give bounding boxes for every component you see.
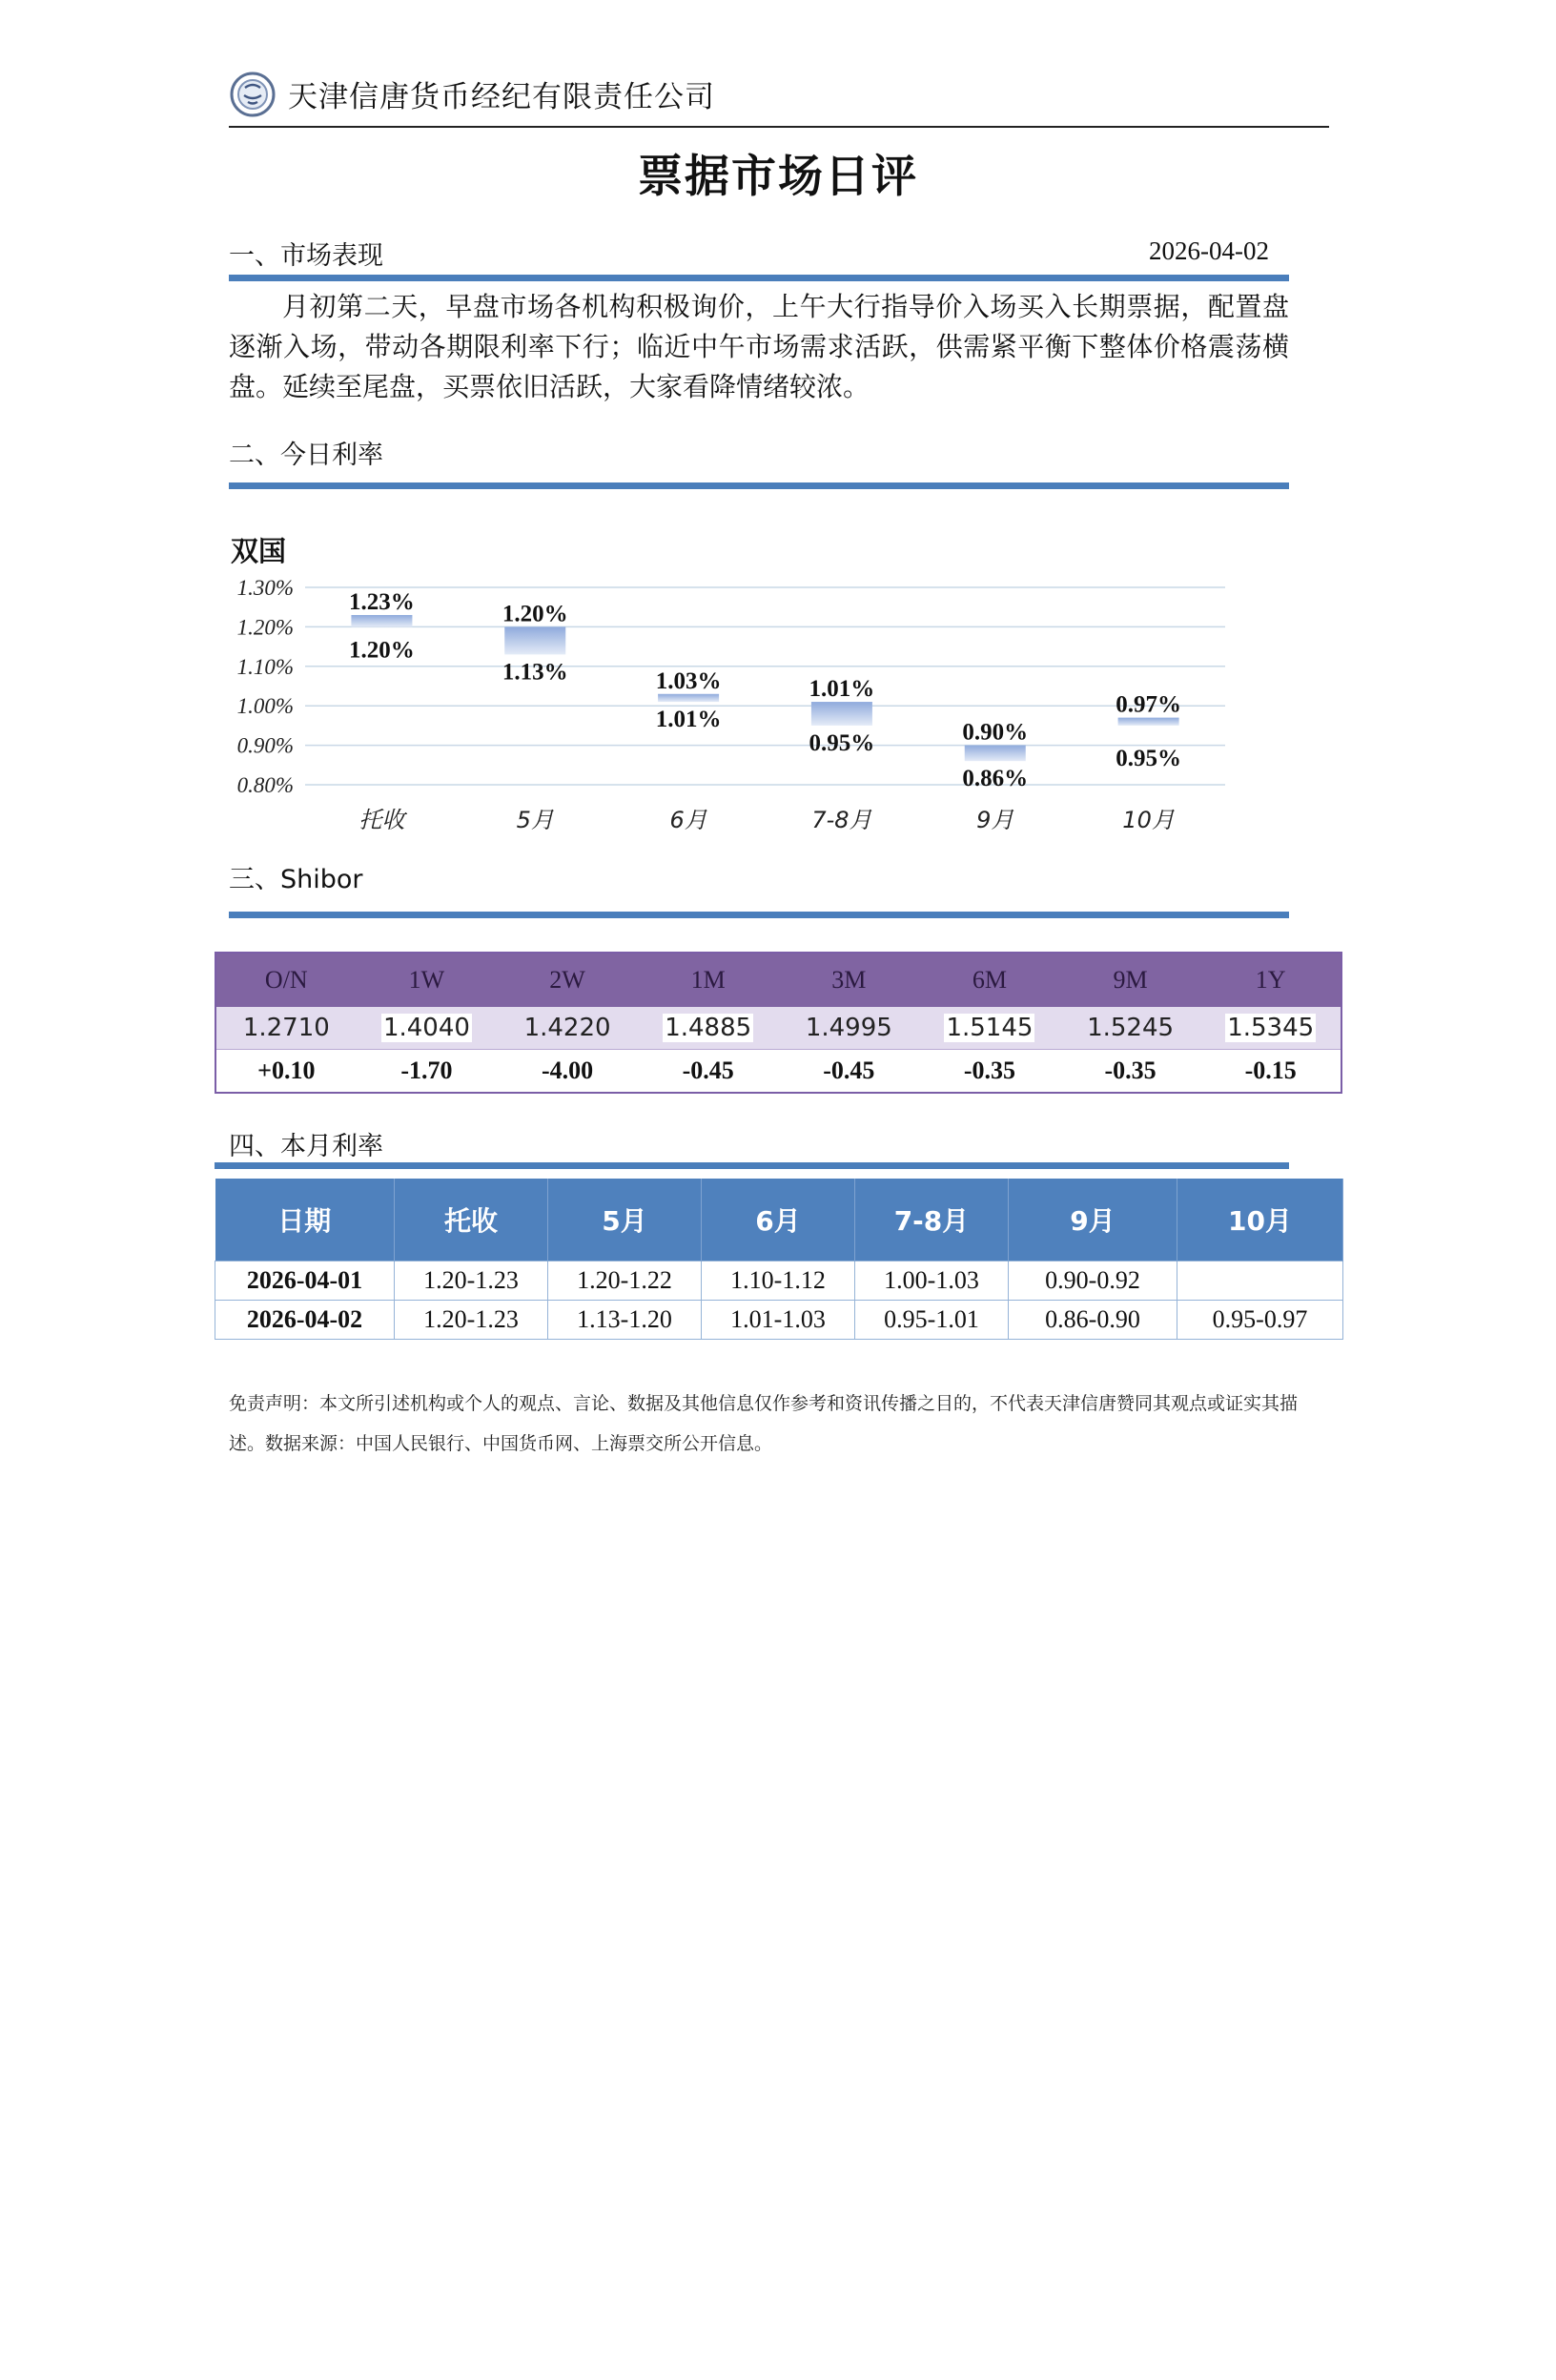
shibor-tenor: 1Y (1200, 953, 1341, 1007)
low-rate-label: 1.20% (349, 637, 415, 664)
report-date: 2026-04-02 (1149, 236, 1269, 265)
shibor-change: +0.10 (215, 1050, 357, 1094)
shibor-tenor: 3M (779, 953, 920, 1007)
shibor-change: -0.35 (1060, 1050, 1201, 1094)
high-rate-label: 0.90% (962, 719, 1029, 746)
section-title-today-rates: 二、今日利率 (229, 441, 383, 470)
y-tick-label: 1.00% (236, 694, 294, 719)
disclaimer: 免责声明：本文所引述机构或个人的观点、言论、数据及其他信息仅作参考和资讯传播之目的，不代表天津信唐赞同其观点或证实其描述。数据来源：中国人民银行、中国货币网、上海票交所公开信息。 (229, 1394, 1299, 1454)
y-tick-label: 0.80% (236, 773, 294, 797)
monthly-header-row (215, 1179, 1343, 1262)
section-divider (229, 275, 1289, 281)
low-rate-label: 0.86% (962, 766, 1029, 792)
y-tick-label: 1.10% (236, 654, 294, 679)
x-tick-label: 10月 (1122, 807, 1175, 833)
rate-cell: 0.95-0.97 (1177, 1301, 1343, 1340)
section-divider (229, 912, 1289, 918)
shibor-tenor: 9M (1060, 953, 1201, 1007)
rate-range-bar (504, 626, 565, 654)
high-rate-label: 0.97% (1116, 691, 1181, 718)
section-title-shibor: 三、Shibor (229, 865, 363, 894)
x-tick-label: 5月 (516, 807, 554, 833)
rate-cell: 1.20-1.23 (395, 1301, 548, 1340)
company-name: 天津信唐货币经纪有限责任公司 (288, 80, 715, 114)
shibor-rate (1060, 1007, 1201, 1050)
shibor-change-row (215, 1050, 1341, 1094)
rate-cell: 1.20-1.23 (395, 1262, 548, 1301)
y-tick-label: 0.90% (236, 733, 294, 758)
low-rate-label: 1.13% (502, 659, 568, 686)
y-tick-label: 1.20% (236, 615, 294, 640)
shibor-rate-value: 1.2710 (242, 1014, 330, 1042)
shibor-change: -4.00 (497, 1050, 638, 1094)
rate-cell: 1.13-1.20 (548, 1301, 702, 1340)
rate-range-bar (1118, 718, 1179, 726)
shibor-change: -0.45 (638, 1050, 779, 1094)
rate-cell: 1.01-1.03 (702, 1301, 855, 1340)
rate-range-bar (811, 702, 872, 726)
shibor-tenor: 1W (357, 953, 498, 1007)
document-title: 票据市场日评 (638, 151, 918, 203)
high-rate-label: 1.03% (655, 667, 722, 694)
rate-range-bar (965, 746, 1026, 762)
section-divider (215, 1162, 1289, 1169)
low-rate-label: 0.95% (809, 729, 875, 756)
rate-cell: 1.20-1.22 (548, 1262, 702, 1301)
rate-cell (1177, 1262, 1343, 1301)
column-header: 7-8月 (855, 1179, 1009, 1262)
table-row (215, 1262, 1343, 1301)
x-tick-label: 6月 (669, 807, 707, 833)
shibor-rate-value: 1.4885 (665, 1014, 752, 1042)
row-date: 2026-04-02 (215, 1301, 395, 1340)
shibor-rate (357, 1007, 498, 1050)
shibor-change: -0.35 (919, 1050, 1060, 1094)
shibor-tenor: 6M (919, 953, 1060, 1007)
column-header: 5月 (548, 1179, 702, 1262)
rate-range-bar (351, 615, 412, 626)
shibor-rate-row (215, 1007, 1341, 1050)
shibor-rate (779, 1007, 920, 1050)
shibor-rate (497, 1007, 638, 1050)
header-rule (229, 126, 1329, 128)
low-rate-label: 1.01% (655, 707, 722, 733)
shibor-change: -0.15 (1200, 1050, 1341, 1094)
low-rate-label: 0.95% (1116, 745, 1181, 771)
x-tick-label: 托收 (358, 807, 405, 833)
shibor-tenor-row (215, 953, 1341, 1007)
shibor-rate (638, 1007, 779, 1050)
x-tick-label: 9月 (976, 807, 1014, 833)
column-header: 日期 (215, 1179, 395, 1262)
shibor-rate (215, 1007, 357, 1050)
shibor-rate-value: 1.5245 (1087, 1014, 1175, 1042)
rate-cell: 0.95-1.01 (855, 1301, 1009, 1340)
column-header: 6月 (702, 1179, 855, 1262)
shibor-rate-value: 1.5145 (946, 1014, 1034, 1042)
row-date: 2026-04-01 (215, 1262, 395, 1301)
column-header: 9月 (1009, 1179, 1177, 1262)
shibor-tenor: O/N (215, 953, 357, 1007)
shibor-rate-value: 1.4220 (523, 1014, 611, 1042)
x-tick-label: 7-8月 (811, 807, 872, 833)
shibor-change: -1.70 (357, 1050, 498, 1094)
column-header: 托收 (395, 1179, 548, 1262)
shibor-rate (919, 1007, 1060, 1050)
high-rate-label: 1.23% (349, 588, 415, 615)
rate-cell: 1.10-1.12 (702, 1262, 855, 1301)
shibor-table (215, 952, 1342, 1094)
section-title-monthly-rates: 四、本月利率 (229, 1132, 383, 1161)
shibor-rate (1200, 1007, 1341, 1050)
y-tick-label: 1.30% (236, 576, 294, 600)
section-title-market: 一、市场表现 (229, 241, 383, 271)
chart-title: 双国 (231, 535, 287, 567)
shibor-rate-value: 1.4995 (805, 1014, 892, 1042)
column-header: 10月 (1177, 1179, 1343, 1262)
shibor-tenor: 2W (497, 953, 638, 1007)
market-commentary: 月初第二天，早盘市场各机构积极询价，上午大行指导价入场买入长期票据，配置盘逐渐入场，带动各期限利率下行；临近中午市场需求活跃，供需紧平衡下整体价格震荡横盘。延续至尾盘，买票依旧活跃，大家看降情绪较浓。 (229, 293, 1289, 402)
shibor-tenor: 1M (638, 953, 779, 1007)
table-row (215, 1301, 1343, 1340)
rate-cell: 1.00-1.03 (855, 1262, 1009, 1301)
monthly-rate-table (215, 1179, 1343, 1340)
company-seal-logo (229, 71, 276, 118)
shibor-change: -0.45 (779, 1050, 920, 1094)
shibor-rate-value: 1.5345 (1227, 1014, 1315, 1042)
shibor-rate-value: 1.4040 (382, 1014, 470, 1042)
section-divider (229, 482, 1289, 489)
rate-cell: 0.90-0.92 (1009, 1262, 1177, 1301)
high-rate-label: 1.01% (809, 676, 875, 703)
rate-cell: 0.86-0.90 (1009, 1301, 1177, 1340)
high-rate-label: 1.20% (502, 601, 568, 627)
rate-range-chart (210, 568, 1259, 845)
rate-range-bar (658, 694, 719, 702)
